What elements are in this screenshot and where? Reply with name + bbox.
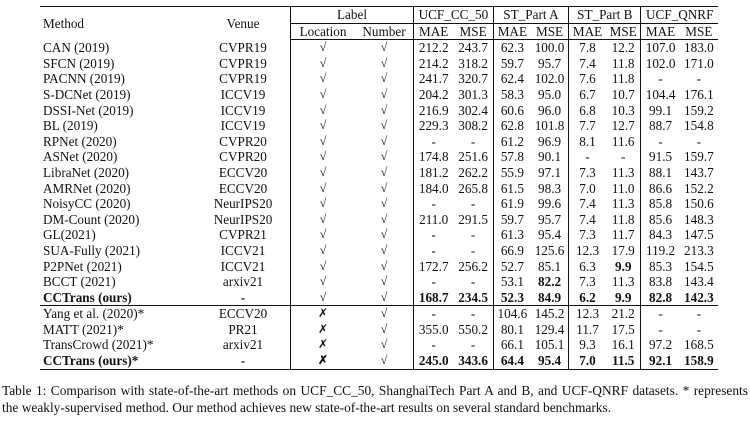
st-a-mae-cell: 62.8 <box>500 118 524 134</box>
ucf-cc-50-mae-cell: 184.0 <box>418 180 449 196</box>
qnrf-mae-cell: 102.0 <box>645 55 676 71</box>
st-a-mse-cell: 90.1 <box>531 149 569 165</box>
ucf-cc-50-mse-cell: - <box>453 196 493 212</box>
st-b-mae-cell: 7.6 <box>579 71 596 87</box>
st-a-mae-cell: 66.9 <box>500 242 524 258</box>
location-check-mark: √ <box>319 258 327 273</box>
method-cell: BCCT (2021) <box>43 274 116 290</box>
st-b-mse-cell: 10.3 <box>606 103 641 119</box>
st-a-mse-cell: 145.2 <box>531 306 569 322</box>
mse-header: MSE <box>453 23 493 40</box>
number-check-mark: √ <box>355 56 414 72</box>
qnrf-mae-cell: 107.0 <box>645 40 676 56</box>
st-a-mse-cell: 95.0 <box>531 87 569 103</box>
st-a-mse-cell: 102.0 <box>531 71 569 87</box>
st-b-mae-cell: 6.7 <box>579 86 596 102</box>
qnrf-mse-cell: 159.2 <box>684 102 714 118</box>
qnrf-mae-cell: 104.4 <box>645 86 676 102</box>
location-cross-mark: ✗ <box>317 337 329 352</box>
venue-cell: CVPR20 <box>196 149 291 165</box>
st-a-mae-cell: 80.1 <box>500 321 524 337</box>
st-a-mae-cell: 59.7 <box>500 55 524 71</box>
ucf-cc-50-mae-cell: 241.7 <box>418 71 449 87</box>
location-cross-mark: ✗ <box>291 353 356 369</box>
st-b-mse-cell: 21.2 <box>606 306 641 322</box>
ucf-cc-50-mse-cell: 262.2 <box>453 165 493 181</box>
table-row <box>40 212 718 228</box>
ucf-cc-50-mae-cell: 229.3 <box>418 118 449 134</box>
st-a-mae-cell: 61.5 <box>500 180 524 196</box>
st-a-mse-cell: 96.0 <box>531 103 569 119</box>
st-b-mae-cell: 7.7 <box>579 118 596 134</box>
st-b-mae-cell: - <box>585 149 590 165</box>
method-cell: AMRNet (2020) <box>43 180 131 196</box>
qnrf-mse-cell: 143.7 <box>684 164 714 180</box>
dataset-header-st-part-b: ST_Part B <box>569 7 641 24</box>
table-row <box>40 87 718 103</box>
venue-cell: - <box>196 290 291 306</box>
st-b-mae-cell: 7.0 <box>579 180 596 196</box>
qnrf-mae-cell: 83.8 <box>649 274 673 290</box>
qnrf-mae-cell: 92.1 <box>641 353 680 369</box>
ucf-cc-50-mse-cell: - <box>453 274 493 290</box>
ucf-cc-50-mse-cell: - <box>453 243 493 259</box>
st-a-mse-cell: 95.4 <box>531 353 569 369</box>
qnrf-mae-cell: 91.5 <box>649 149 673 165</box>
location-check-mark: √ <box>319 102 327 117</box>
st-a-mse-cell: 129.4 <box>531 322 569 338</box>
venue-cell: CVPR19 <box>196 71 291 87</box>
number-check-mark: √ <box>355 243 414 259</box>
ucf-cc-50-mae-cell: 245.0 <box>414 353 454 369</box>
qnrf-mae-cell: 85.3 <box>649 258 673 274</box>
location-check-mark: √ <box>319 274 327 289</box>
table-row <box>40 306 718 322</box>
qnrf-mse-cell: - <box>696 71 702 87</box>
ucf-cc-50-mae-cell: - <box>431 242 436 258</box>
ucf-cc-50-mse-cell: 291.5 <box>453 212 493 228</box>
location-check-mark: √ <box>291 290 356 306</box>
number-header: Number <box>355 23 414 40</box>
location-check-mark: √ <box>319 40 327 55</box>
st-b-mae-cell: 11.7 <box>576 321 599 337</box>
ucf-cc-50-mae-cell: 216.9 <box>418 102 449 118</box>
number-check-mark: √ <box>355 103 414 119</box>
ucf-cc-50-mse-cell: 302.4 <box>453 103 493 119</box>
st-a-mae-cell: 55.9 <box>500 164 524 180</box>
st-a-mae-cell: 64.4 <box>493 353 531 369</box>
location-check-mark: √ <box>319 71 327 86</box>
results-table <box>40 6 718 370</box>
ucf-cc-50-mse-cell: 320.7 <box>453 71 493 87</box>
qnrf-mse-cell: 158.9 <box>680 353 718 369</box>
number-check-mark: √ <box>355 165 414 181</box>
ucf-cc-50-mse-cell: 301.3 <box>453 87 493 103</box>
qnrf-mse-cell: 176.1 <box>684 86 714 102</box>
number-check-mark: √ <box>355 212 414 228</box>
st-a-mse-cell: 99.6 <box>531 196 569 212</box>
qnrf-mae-cell: - <box>658 321 663 337</box>
qnrf-mae-cell: 97.2 <box>649 337 673 353</box>
st-a-mae-cell: 52.7 <box>500 258 524 274</box>
venue-cell: CVPR20 <box>196 134 291 150</box>
number-check-mark: √ <box>355 322 414 338</box>
ucf-cc-50-mse-cell: 318.2 <box>453 56 493 72</box>
venue-cell: ECCV20 <box>196 306 291 322</box>
ucf-cc-50-mae-cell: 214.2 <box>418 55 449 71</box>
qnrf-mae-cell: - <box>658 306 663 322</box>
method-cell: TransCrowd (2021)* <box>43 337 154 353</box>
st-a-mae-cell: 58.3 <box>500 86 524 102</box>
method-cell: PACNN (2019) <box>43 71 125 87</box>
number-check-mark: √ <box>355 149 414 165</box>
qnrf-mse-cell: 154.5 <box>684 258 714 274</box>
table-row <box>40 149 718 165</box>
method-cell: RPNet (2020) <box>43 133 117 149</box>
venue-cell: PR21 <box>196 322 291 338</box>
method-cell: Yang et al. (2020)* <box>43 306 145 322</box>
method-cell: NoisyCC (2020) <box>43 196 131 212</box>
ucf-cc-50-mae-cell: - <box>431 274 436 290</box>
st-a-mse-cell: 100.0 <box>531 40 569 56</box>
table-caption: Table 1: Comparison with state-of-the-art methods on UCF_CC_50, ShanghaiTech Part A and B, and UCF-QNRF datasets. * represents the weakly-supervised method. Our method achieves new state-of-the-art results on several standard benchmarks. <box>2 383 748 415</box>
qnrf-mse-cell: 183.0 <box>684 40 714 56</box>
ucf-cc-50-mae-cell: 211.0 <box>419 211 449 227</box>
st-b-mae-cell: 9.3 <box>579 337 596 353</box>
mse-header: MSE <box>531 23 569 40</box>
ucf-cc-50-mae-cell: 355.0 <box>418 321 449 337</box>
fully-supervised-group <box>40 40 718 306</box>
st-b-mae-cell: 6.8 <box>579 102 596 118</box>
venue-cell: CVPR19 <box>196 40 291 56</box>
st-a-mae-cell: 52.3 <box>493 290 531 306</box>
table-row <box>40 274 718 290</box>
ucf-cc-50-mse-cell: - <box>453 306 493 322</box>
st-a-mae-cell: 104.6 <box>497 306 528 322</box>
st-a-mse-cell: 96.9 <box>531 134 569 150</box>
st-b-mse-cell: 17.9 <box>606 243 641 259</box>
number-check-mark: √ <box>355 353 414 369</box>
qnrf-mae-cell: 88.1 <box>649 164 673 180</box>
qnrf-mae-cell: 99.1 <box>649 102 673 118</box>
table-row <box>40 196 718 212</box>
ucf-cc-50-mae-cell: - <box>431 337 436 353</box>
method-cell: CCTrans (ours)* <box>40 353 196 369</box>
st-b-mse-cell: 11.8 <box>606 212 641 228</box>
st-a-mse-cell: 82.2 <box>531 274 569 290</box>
table-row <box>40 56 718 72</box>
st-b-mse-cell: 11.0 <box>606 181 641 197</box>
venue-cell: NeurIPS20 <box>196 212 291 228</box>
st-b-mae-cell: 7.0 <box>569 353 606 369</box>
venue-cell: ECCV20 <box>196 165 291 181</box>
number-check-mark: √ <box>355 196 414 212</box>
weakly-supervised-group <box>40 306 718 369</box>
number-check-mark: √ <box>355 134 414 150</box>
location-check-mark: √ <box>319 211 327 226</box>
ucf-cc-50-mse-cell: 256.2 <box>453 259 493 275</box>
header-row-top <box>40 7 718 24</box>
ucf-cc-50-mse-cell: - <box>453 134 493 150</box>
ucf-cc-50-mae-cell: 204.2 <box>418 86 449 102</box>
st-b-mse-cell: 11.3 <box>606 165 641 181</box>
table-row <box>40 227 718 243</box>
method-cell: ASNet (2020) <box>43 149 118 165</box>
st-b-mse-cell: 9.9 <box>606 259 641 275</box>
location-check-mark: √ <box>319 242 327 257</box>
method-cell: S-DCNet (2019) <box>43 86 131 102</box>
table-row <box>40 322 718 338</box>
st-b-mse-cell: 11.3 <box>606 196 641 212</box>
ucf-cc-50-mae-cell: - <box>431 133 436 149</box>
qnrf-mae-cell: 86.6 <box>649 180 673 196</box>
qnrf-mse-cell: 171.0 <box>684 55 714 71</box>
venue-cell: arxiv21 <box>196 337 291 353</box>
mae-header: MAE <box>414 23 454 40</box>
venue-cell: ICCV19 <box>196 87 291 103</box>
st-a-mae-cell: 66.1 <box>500 337 524 353</box>
st-b-mse-cell: 11.3 <box>606 274 641 290</box>
st-b-mae-cell: 7.4 <box>579 196 596 212</box>
mae-header: MAE <box>493 23 531 40</box>
st-a-mae-cell: 61.3 <box>500 227 524 243</box>
ucf-cc-50-mse-cell: - <box>453 337 493 353</box>
st-a-mae-cell: 62.4 <box>500 71 524 87</box>
st-a-mse-cell: 101.8 <box>531 118 569 134</box>
method-header: Method <box>40 7 196 40</box>
table-header <box>40 7 718 40</box>
label-header: Label <box>291 7 414 24</box>
st-b-mae-cell: 7.3 <box>579 274 596 290</box>
st-a-mse-cell: 85.1 <box>531 259 569 275</box>
st-a-mae-cell: 61.9 <box>500 196 524 212</box>
st-b-mae-cell: 6.2 <box>569 290 606 306</box>
st-a-mae-cell: 62.3 <box>500 40 524 56</box>
location-cross-mark: ✗ <box>317 321 329 336</box>
qnrf-mae-cell: 85.6 <box>649 211 673 227</box>
ucf-cc-50-mae-cell: - <box>431 306 436 322</box>
st-b-mae-cell: 7.3 <box>579 227 596 243</box>
qnrf-mse-cell: 148.3 <box>684 211 714 227</box>
table-row <box>40 353 718 369</box>
location-check-mark: √ <box>319 86 327 101</box>
qnrf-mae-cell: - <box>658 71 663 87</box>
number-check-mark: √ <box>355 71 414 87</box>
qnrf-mse-cell: 168.5 <box>684 337 714 353</box>
table-row <box>40 134 718 150</box>
location-header: Location <box>291 23 356 40</box>
ucf-cc-50-mse-cell: 550.2 <box>453 322 493 338</box>
st-b-mse-cell: - <box>606 149 641 165</box>
table-row <box>40 103 718 119</box>
st-a-mse-cell: 105.1 <box>531 337 569 353</box>
st-a-mse-cell: 84.9 <box>531 290 569 306</box>
table-row <box>40 290 718 306</box>
location-check-mark: √ <box>319 227 327 242</box>
st-a-mae-cell: 57.8 <box>500 149 524 165</box>
method-cell: LibraNet (2020) <box>43 164 130 180</box>
ucf-cc-50-mae-cell: 172.7 <box>418 258 449 274</box>
st-a-mse-cell: 97.1 <box>531 165 569 181</box>
st-b-mae-cell: 12.3 <box>575 306 600 322</box>
table-row <box>40 165 718 181</box>
ucf-cc-50-mae-cell: 212.2 <box>418 40 449 56</box>
qnrf-mse-cell: 213.3 <box>684 242 714 258</box>
venue-cell: arxiv21 <box>196 274 291 290</box>
st-a-mse-cell: 125.6 <box>531 243 569 259</box>
st-b-mse-cell: 11.7 <box>606 227 641 243</box>
venue-cell: CVPR21 <box>196 227 291 243</box>
st-b-mse-cell: 11.8 <box>606 56 641 72</box>
qnrf-mse-cell: 143.4 <box>684 274 714 290</box>
qnrf-mse-cell: 150.6 <box>684 196 714 212</box>
number-check-mark: √ <box>355 274 414 290</box>
location-check-mark: √ <box>319 133 327 148</box>
ucf-cc-50-mse-cell: 251.6 <box>453 149 493 165</box>
st-b-mse-cell: 11.8 <box>606 71 641 87</box>
st-a-mse-cell: 95.4 <box>531 227 569 243</box>
qnrf-mae-cell: 88.7 <box>649 118 673 134</box>
st-b-mae-cell: 6.3 <box>579 258 596 274</box>
dataset-header-st-part-a: ST_Part A <box>493 7 568 24</box>
qnrf-mse-cell: 159.7 <box>684 149 714 165</box>
number-check-mark: √ <box>355 306 414 322</box>
st-b-mae-cell: 7.3 <box>579 164 596 180</box>
table-row <box>40 40 718 56</box>
location-check-mark: √ <box>319 164 327 179</box>
venue-header: Venue <box>196 7 291 40</box>
qnrf-mse-cell: - <box>696 133 702 149</box>
number-check-mark: √ <box>355 181 414 197</box>
qnrf-mse-cell: - <box>696 306 702 322</box>
qnrf-mae-cell: 84.3 <box>649 227 673 243</box>
number-check-mark: √ <box>355 290 414 306</box>
method-cell: DSSI-Net (2019) <box>43 102 134 118</box>
venue-cell: CVPR19 <box>196 56 291 72</box>
st-b-mse-cell: 11.6 <box>606 134 641 150</box>
st-a-mse-cell: 95.7 <box>531 212 569 228</box>
st-b-mse-cell: 12.2 <box>606 40 641 56</box>
table-row <box>40 337 718 353</box>
venue-cell: ICCV19 <box>196 103 291 119</box>
method-cell: P2PNet (2021) <box>43 258 122 274</box>
ucf-cc-50-mse-cell: 234.5 <box>453 290 493 306</box>
location-check-mark: √ <box>319 149 327 164</box>
st-a-mse-cell: 95.7 <box>531 56 569 72</box>
ucf-cc-50-mae-cell: 181.2 <box>418 164 449 180</box>
qnrf-mse-cell: 152.2 <box>684 180 714 196</box>
number-check-mark: √ <box>355 118 414 134</box>
number-check-mark: √ <box>355 40 414 56</box>
method-cell: BL (2019) <box>43 118 98 134</box>
st-a-mse-cell: 98.3 <box>531 181 569 197</box>
qnrf-mse-cell: 154.8 <box>684 118 714 134</box>
st-b-mae-cell: 7.4 <box>579 211 596 227</box>
location-check-mark: √ <box>319 118 327 133</box>
mse-header: MSE <box>606 23 641 40</box>
qnrf-mae-cell: - <box>658 133 663 149</box>
location-check-mark: √ <box>319 196 327 211</box>
method-cell: SFCN (2019) <box>43 55 115 71</box>
ucf-cc-50-mse-cell: 308.2 <box>453 118 493 134</box>
venue-cell: ICCV21 <box>196 259 291 275</box>
st-a-mae-cell: 60.6 <box>500 102 524 118</box>
method-cell: MATT (2021)* <box>43 321 124 337</box>
mse-header: MSE <box>680 23 718 40</box>
st-b-mse-cell: 9.9 <box>606 290 641 306</box>
dataset-header-ucf-qnrf: UCF_QNRF <box>641 7 718 24</box>
method-cell: CCTrans (ours) <box>40 290 196 306</box>
st-b-mae-cell: 7.4 <box>579 55 596 71</box>
venue-cell: ECCV20 <box>196 181 291 197</box>
st-b-mse-cell: 11.5 <box>606 353 641 369</box>
method-cell: SUA-Fully (2021) <box>43 242 141 258</box>
qnrf-mse-cell: - <box>696 321 702 337</box>
st-b-mse-cell: 12.7 <box>606 118 641 134</box>
mae-header: MAE <box>641 23 680 40</box>
ucf-cc-50-mse-cell: - <box>453 227 493 243</box>
number-check-mark: √ <box>355 337 414 353</box>
st-a-mae-cell: 59.7 <box>500 211 524 227</box>
location-check-mark: √ <box>319 55 327 70</box>
st-b-mse-cell: 10.7 <box>606 87 641 103</box>
ucf-cc-50-mae-cell: 168.7 <box>414 290 454 306</box>
ucf-cc-50-mae-cell: - <box>431 227 436 243</box>
st-a-mae-cell: 61.2 <box>500 133 524 149</box>
number-check-mark: √ <box>355 87 414 103</box>
venue-cell: ICCV19 <box>196 118 291 134</box>
st-b-mae-cell: 7.8 <box>579 40 596 56</box>
qnrf-mae-cell: 119.2 <box>645 242 676 258</box>
table-row <box>40 181 718 197</box>
table-row <box>40 259 718 275</box>
ucf-cc-50-mse-cell: 265.8 <box>453 181 493 197</box>
table-row <box>40 71 718 87</box>
number-check-mark: √ <box>355 259 414 275</box>
st-b-mse-cell: 16.1 <box>606 337 641 353</box>
ucf-cc-50-mae-cell: 174.8 <box>418 149 449 165</box>
st-b-mae-cell: 8.1 <box>579 133 596 149</box>
method-cell: CAN (2019) <box>43 39 110 55</box>
location-cross-mark: ✗ <box>317 306 329 321</box>
table-row <box>40 243 718 259</box>
qnrf-mse-cell: 142.3 <box>680 290 718 306</box>
method-cell: GL(2021) <box>43 227 96 243</box>
st-a-mae-cell: 53.1 <box>500 274 524 290</box>
qnrf-mae-cell: 85.8 <box>649 196 673 212</box>
number-check-mark: √ <box>355 227 414 243</box>
dataset-header-ucf-cc-50: UCF_CC_50 <box>414 7 494 24</box>
table-row <box>40 118 718 134</box>
method-cell: DM-Count (2020) <box>43 211 140 227</box>
qnrf-mse-cell: 147.5 <box>684 227 714 243</box>
ucf-cc-50-mse-cell: 343.6 <box>453 353 493 369</box>
ucf-cc-50-mae-cell: - <box>431 196 436 212</box>
st-b-mae-cell: 12.3 <box>575 242 600 258</box>
st-b-mse-cell: 17.5 <box>606 322 641 338</box>
ucf-cc-50-mse-cell: 243.7 <box>453 40 493 56</box>
location-check-mark: √ <box>319 180 327 195</box>
mae-header: MAE <box>569 23 606 40</box>
venue-cell: - <box>196 353 291 369</box>
venue-cell: ICCV21 <box>196 243 291 259</box>
venue-cell: NeurIPS20 <box>196 196 291 212</box>
qnrf-mae-cell: 82.8 <box>641 290 680 306</box>
